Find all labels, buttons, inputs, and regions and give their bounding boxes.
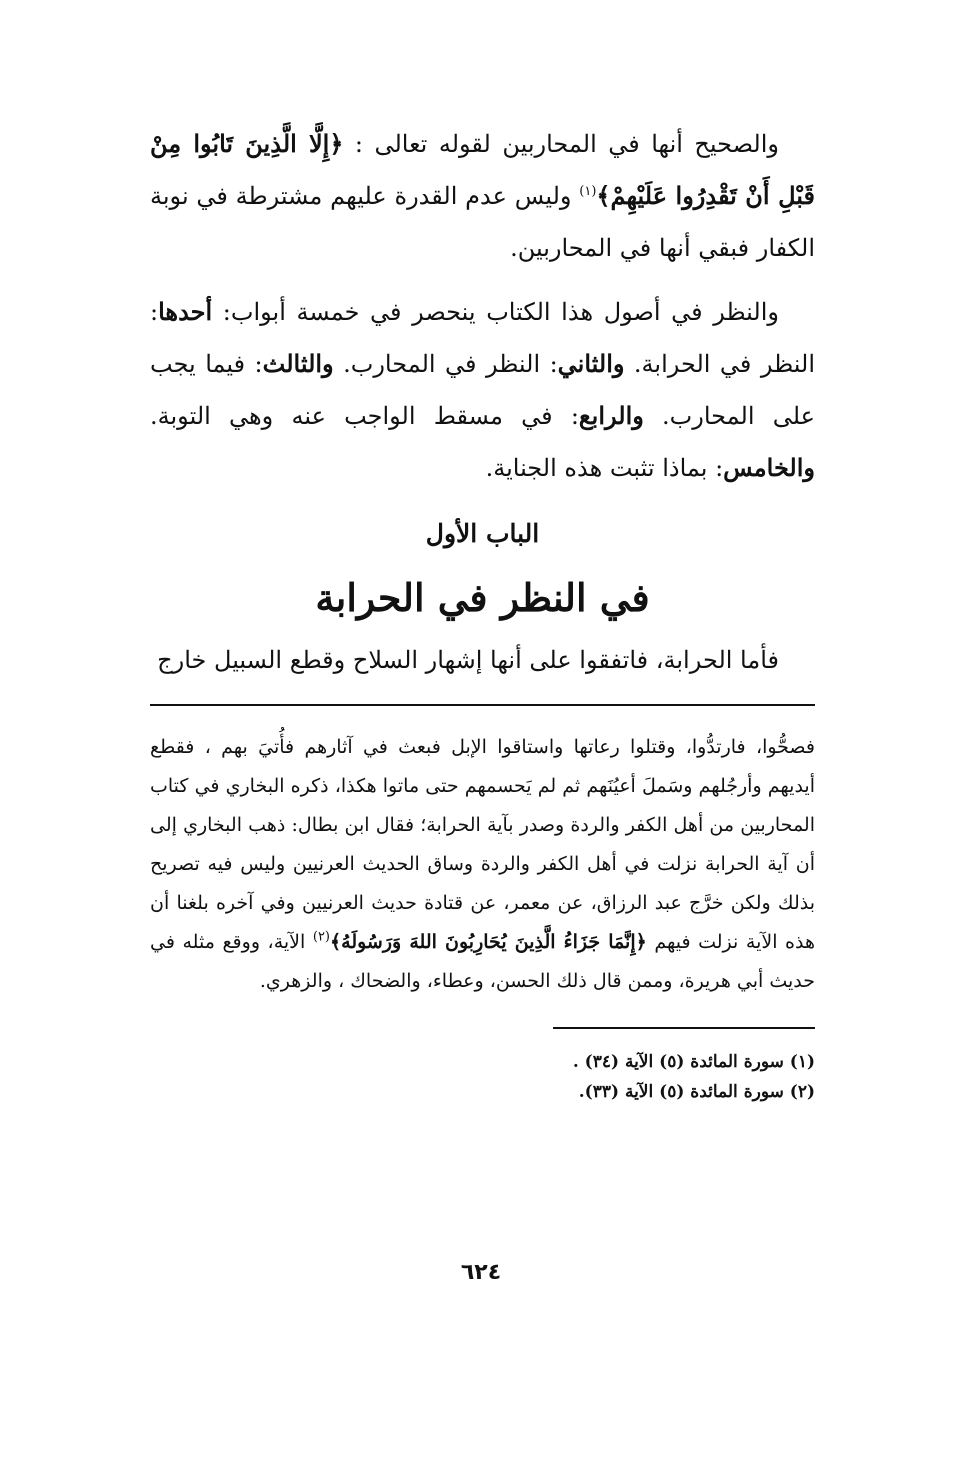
paragraph-1	[150, 118, 815, 274]
section-title: في النظر في الحرابة	[315, 575, 650, 620]
paragraph-1-text-start: والصحيح أنها في المحاربين لقوله تعالى :	[343, 130, 780, 158]
paragraph-2-fourth-desc: : في مسقط الواجب عنه وهي التوبة.	[150, 402, 579, 430]
term-third: والثالث	[262, 349, 334, 378]
paragraph-2	[150, 286, 815, 494]
paragraph-2-fifth-desc: : بماذا تثبت هذه الجناية.	[485, 454, 724, 482]
term-fourth: والرابع	[578, 401, 644, 430]
quran-verse-2: ﴿إِنَّمَا جَزَاءُ الَّذِينَ يُحَارِبُونَ اللهَ وَرَسُولَهُ﴾	[330, 931, 647, 953]
paragraph-3-text: فأما الحرابة، فاتفقوا على أنها إشهار السلاح وقطع السبيل خارج	[157, 646, 779, 674]
page-number: ٦٢٤	[460, 1260, 502, 1285]
quran-verse-1: ﴿إِلَّا الَّذِينَ تَابُوا مِنْ قَبْلِ أَنْ تَقْدِرُوا عَلَيْهِمْ﴾	[150, 129, 815, 210]
chapter-label: الباب الأول	[425, 519, 540, 548]
commentary-paragraph	[150, 728, 815, 1001]
commentary-text-end: الآية، ووقع مثله في حديث أبي هريرة، وممن قال ذلك الحسن، وعطاء، والضحاك ، والزهري.	[150, 931, 815, 992]
main-divider	[150, 704, 815, 706]
paragraph-3	[150, 634, 815, 686]
paragraph-2-first-desc: : النظر في الحرابة.	[150, 298, 816, 378]
footnote-2: (٢) سورة المائدة (٥) الآية (٣٣).	[578, 1082, 815, 1102]
footnote-ref-2: (٢)	[312, 929, 330, 945]
paragraph-1-text-end: وليس عدم القدرة عليهم مشترطة في نوبة الكفار فبقي أنها في المحاربين.	[150, 182, 815, 262]
footnote-1: (١) سورة المائدة (٥) الآية (٣٤) .	[572, 1052, 815, 1072]
footnote-ref-1: (١)	[579, 184, 597, 199]
footnotes	[150, 1047, 815, 1107]
term-second: والثاني	[557, 349, 625, 378]
paragraph-2-third-desc: : فيما يجب على المحارب.	[150, 350, 815, 430]
paragraph-2-second-desc: : النظر في المحارب.	[333, 350, 558, 378]
term-fifth: والخامس	[723, 453, 815, 482]
paragraph-2-intro: والنظر في أصول هذا الكتاب ينحصر في خمسة أبواب:	[212, 298, 779, 326]
footnote-divider	[553, 1027, 815, 1029]
commentary-text-start: فصحُّوا، فارتدُّوا، وقتلوا رعاتها واستاقوا الإبل فبعث في آثارهم فأُتيَ بهم ، فقطع أيديهم وأرجُلهم وسَملَ أعيُنَهم ثم لم يَحسمهم حتى ماتوا هكذا، ذكره البخاري في كتاب المحاربين من أهل الكفر والردة وصدر بآية الحرابة؛ فقال ابن بطال: ذهب البخاري إلى أن آية الحرابة نزلت في أهل الكفر والردة وساق الحديث العرنيين وليس فيه تصريح بذلك ولكن خرَّج عبد الرزاق، عن معمر، عن قتادة حديث العرنيين وفي آخره بلغنا أن هذه الآية نزلت فيهم	[150, 736, 816, 953]
book-page	[150, 118, 815, 1107]
term-first: أحدها	[158, 297, 213, 326]
